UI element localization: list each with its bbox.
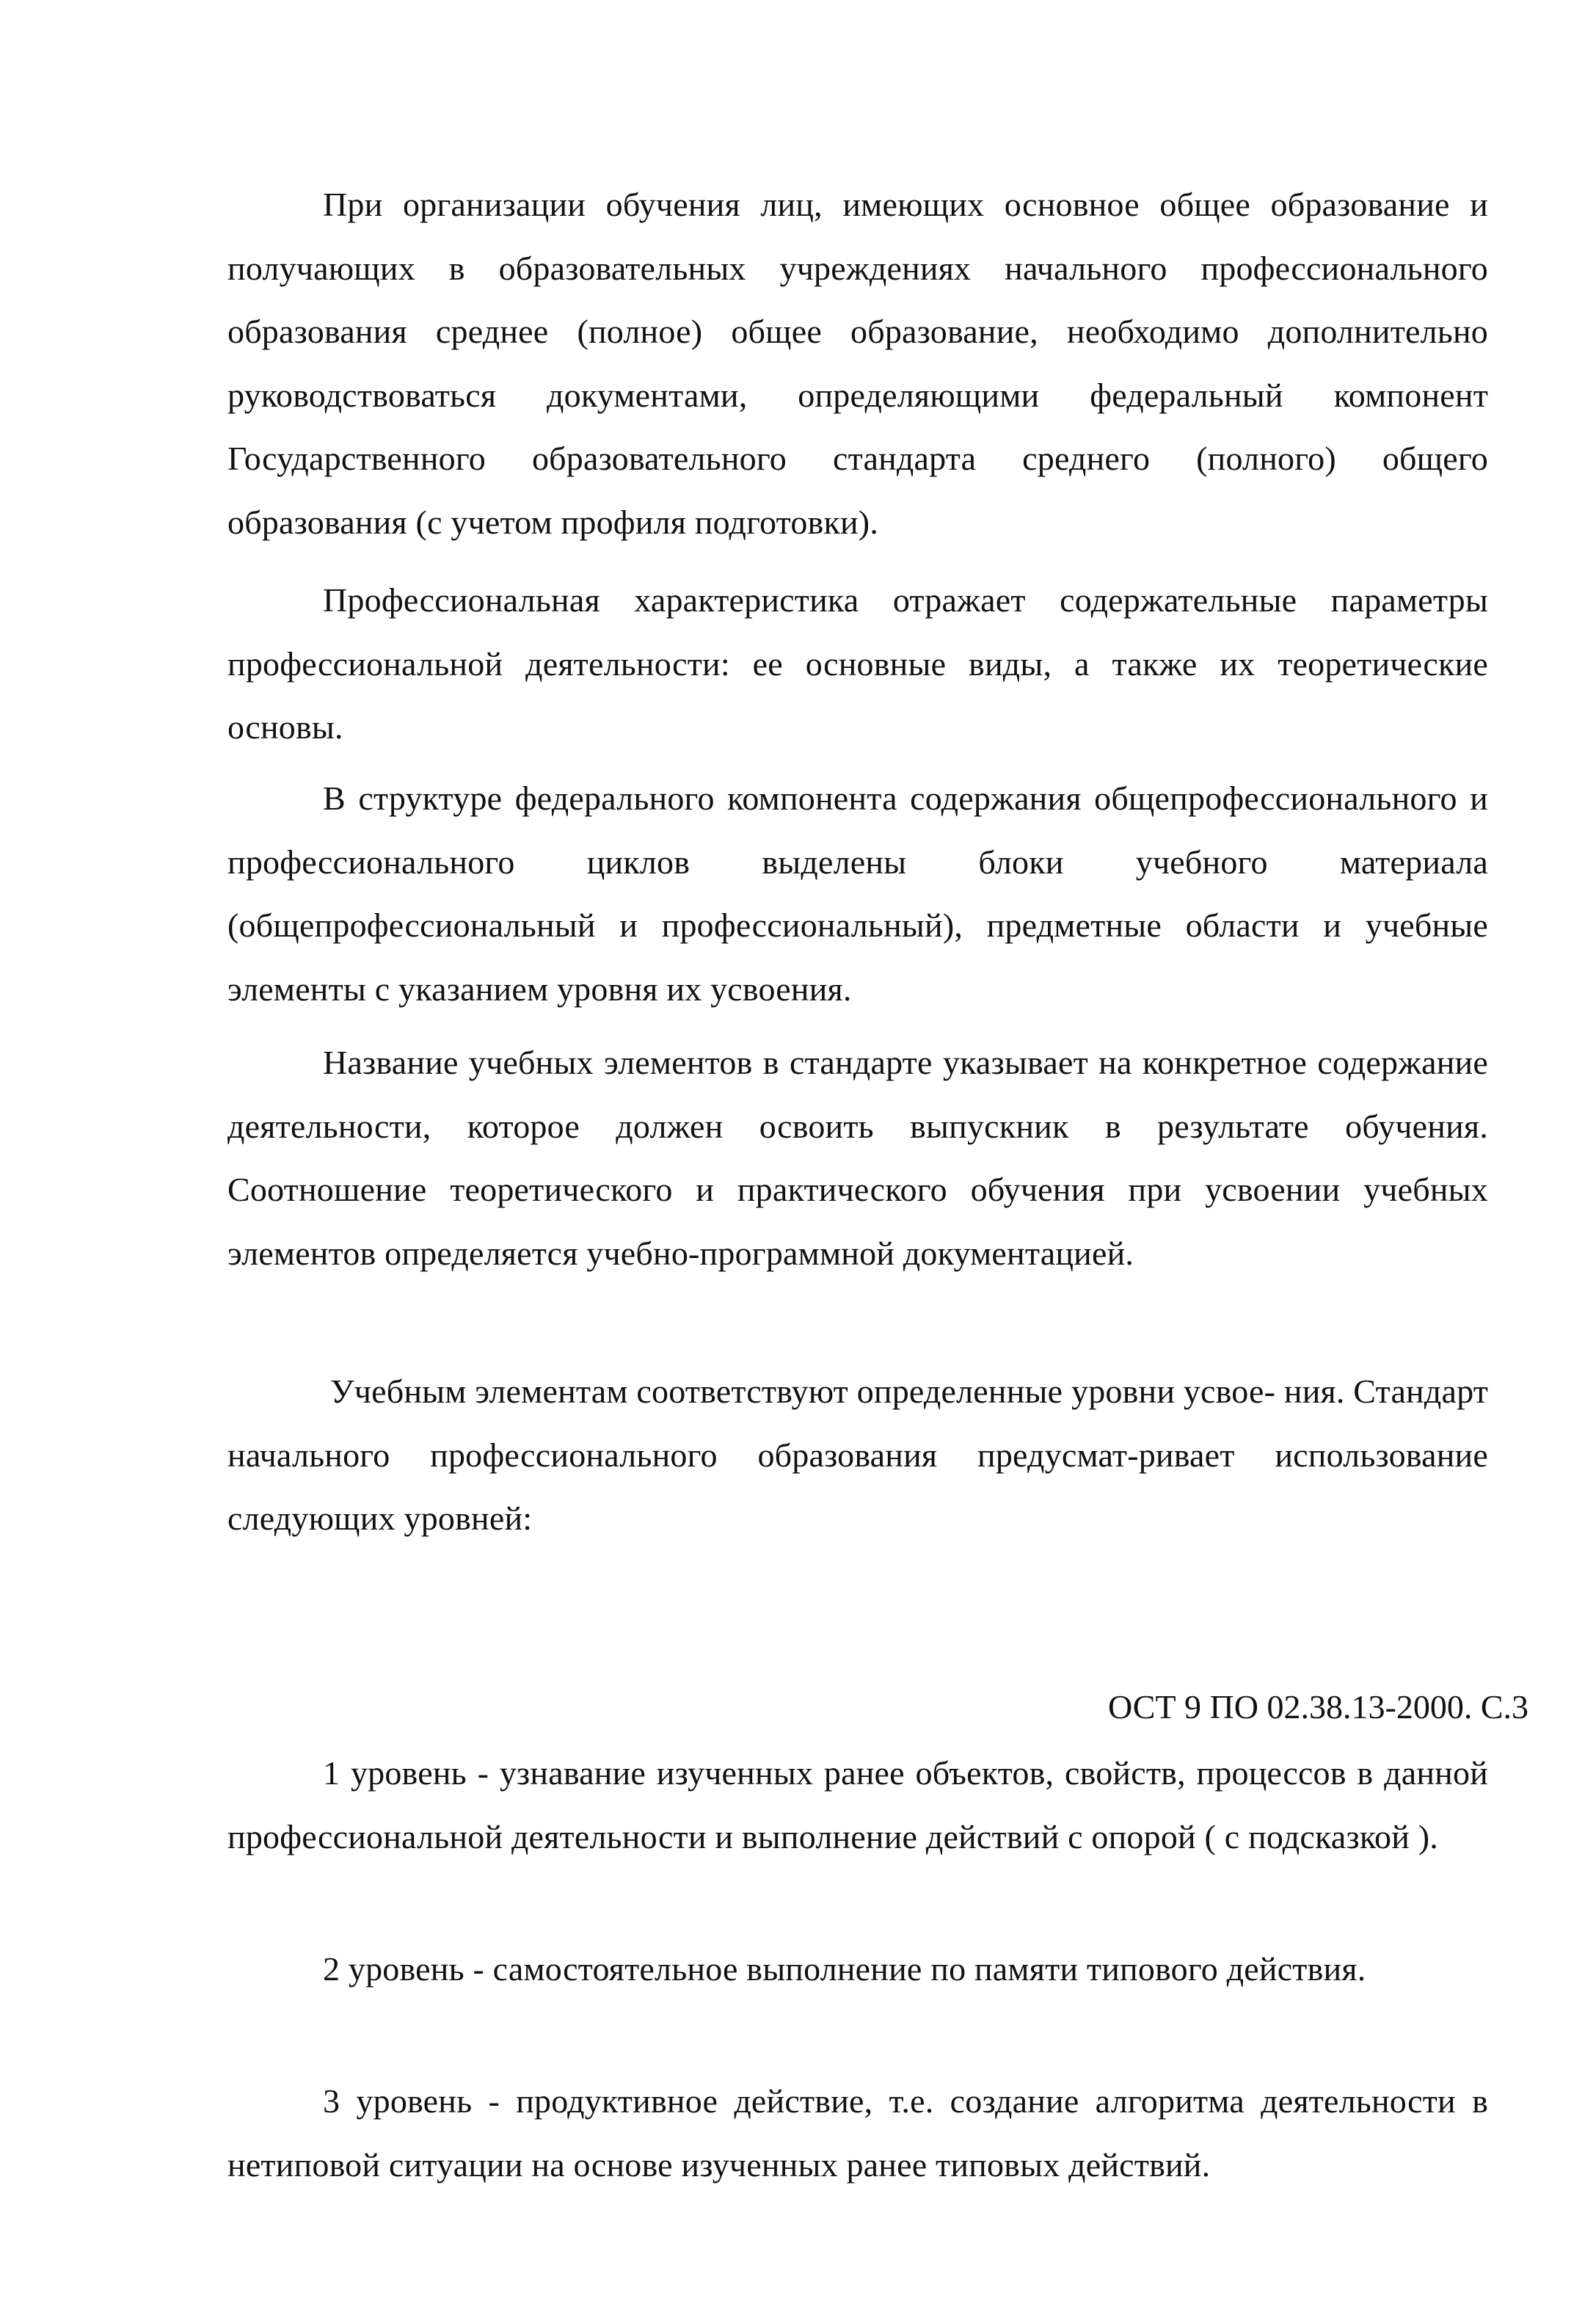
paragraph-mastery-levels-intro: Учебным элементам соответствуют определенные уровни усвое- ния. Стандарт начального профессионального образования предусмат-ривает использование следующих уровней: [227,1373,1488,1537]
paragraph-professional-characteristics: Профессиональная характеристика отражает содержательные параметры профессиональной деятельности: ее основные виды, а также их теоретические основы. [227,581,1488,746]
paragraph-level-2: 2 уровень - самостоятельное выполнение по памяти типового действия. [323,1950,1366,1988]
paragraph-educational-elements-names: Название учебных элементов в стандарте указывает на конкретное содержание деятельности, которое должен освоить выпускник в результате обучения. Соотношение теоретического и практического обучения при усвоении учебных элементов определяется учебно-программной документацией. [227,1044,1488,1272]
paragraph-organization-of-training: При организации обучения лиц, имеющих основное общее образование и получающих в образовательных учреждениях начального профессионального образования среднее (полное) общее образование, необходимо дополнительно руководствоваться документами, определяющими федеральный компонент Государственного образовательного стандарта среднего (полного) общего образования (с учетом профиля подготовки). [227,186,1488,541]
paragraph-level-3: 3 уровень - продуктивное действие, т.е. создание алгоритма деятельности в нетиповой ситуации на основе изученных ранее типовых действий. [227,2082,1488,2184]
paragraph-level-1: 1 уровень - узнавание изученных ранее объектов, свойств, процессов в данной профессиональной деятельности и выполнение действий с опорой ( с подсказкой ). [227,1754,1488,1855]
paragraph-federal-component-structure: В структуре федерального компонента содержания общепрофессионального и профессионального циклов выделены блоки учебного материала (общепрофессиональный и профессиональный), предметные области и учебные элементы с указанием уровня их усвоения. [227,779,1488,1008]
page-header-standard-number: ОСТ 9 ПО 02.38.13-2000. С.3 [1108,1688,1529,1726]
